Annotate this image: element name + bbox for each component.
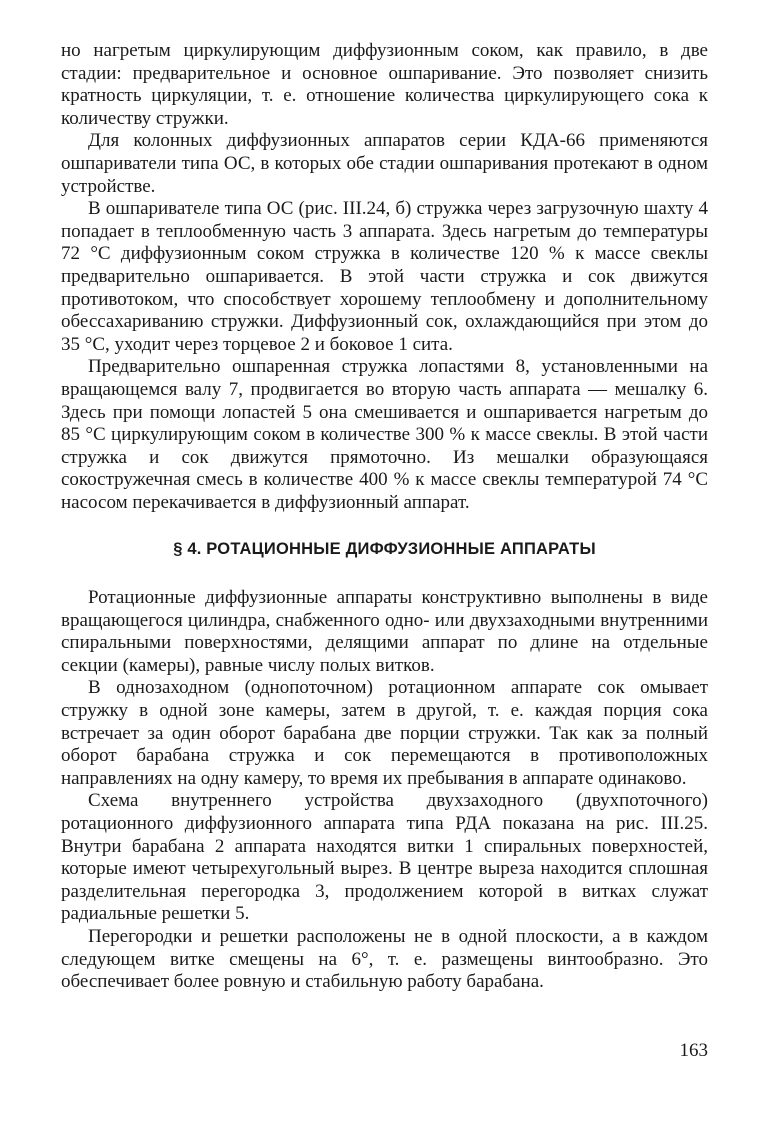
- paragraph: В ошпаривателе типа ОС (рис. III.24, б) стружка через загрузочную шахту 4 попадает в теплообменную часть 3 аппарата. Здесь нагретым до температуры 72 °С диффузионным соком стружка в количестве 120 % к массе свеклы предварительно ошпаривается. В этой части стружка и сок движутся противотоком, что способствует хорошему теплообмену и дополнительному обессахариванию стружки. Диффузионный сок, охлаждающийся при этом до 35 °С, уходит через торцевое 2 и боковое 1 сита.: [61, 198, 708, 355]
- paragraph: но нагретым циркулирующим диффузионным соком, как правило, в две стадии: предварительное и основное ошпаривание. Это позволяет снизить кратность циркуляции, т. е. отношение количества циркулирующего сока к количеству стружки.: [61, 40, 708, 129]
- section-heading: § 4. РОТАЦИОННЫЕ ДИФФУЗИОННЫЕ АППАРАТЫ: [173, 540, 596, 559]
- body-text: [61, 40, 708, 994]
- paragraph: Предварительно ошпаренная стружка лопастями 8, установленными на вращающемся валу 7, продвигается во вторую часть аппарата — мешалку 6. Здесь при помощи лопастей 5 она смешивается и ошпаривается нагретым до 85 °С циркулирующим соком в количестве 300 % к массе свеклы. В этой части стружка и сок движутся прямоточно. Из мешалки образующаяся сокостружечная смесь в количестве 400 % к массе свеклы температурой 74 °С насосом перекачивается в диффузионный аппарат.: [61, 356, 708, 513]
- page-number: 163: [679, 1040, 708, 1061]
- paragraph: Для колонных диффузионных аппаратов серии КДА-66 применяются ошпариватели типа ОС, в которых обе стадии ошпаривания протекают в одном устройстве.: [61, 130, 708, 197]
- paragraph: В однозаходном (однопоточном) ротационном аппарате сок омывает стружку в одной зоне камеры, затем в другой, т. е. каждая порция сока встречает за один оборот барабана две порции стружки. Так как за полный оборот барабана стружка и сок перемещаются в противоположных направлениях на одну камеру, то время их пребывания в аппарате одинаково.: [61, 677, 708, 789]
- paragraph: Схема внутреннего устройства двухзаходного (двухпоточного) ротационного диффузионного аппарата типа РДА показана на рис. III.25. Внутри барабана 2 аппарата находятся витки 1 спиральных поверхностей, которые имеют четырехугольный вырез. В центре выреза находится сплошная разделительная перегородка 3, продолжением которой в витках служат радиальные решетки 5.: [61, 790, 708, 925]
- paragraph: Ротационные диффузионные аппараты конструктивно выполнены в виде вращающегося цилиндра, снабженного одно- или двухзаходными внутренними спиральными поверхностями, делящими аппарат по длине на отдельные секции (камеры), равные числу полых витков.: [61, 587, 708, 676]
- paragraph: Перегородки и решетки расположены не в одной плоскости, а в каждом следующем витке смещены на 6°, т. е. размещены винтообразно. Это обеспечивает более ровную и стабильную работу барабана.: [61, 925, 708, 993]
